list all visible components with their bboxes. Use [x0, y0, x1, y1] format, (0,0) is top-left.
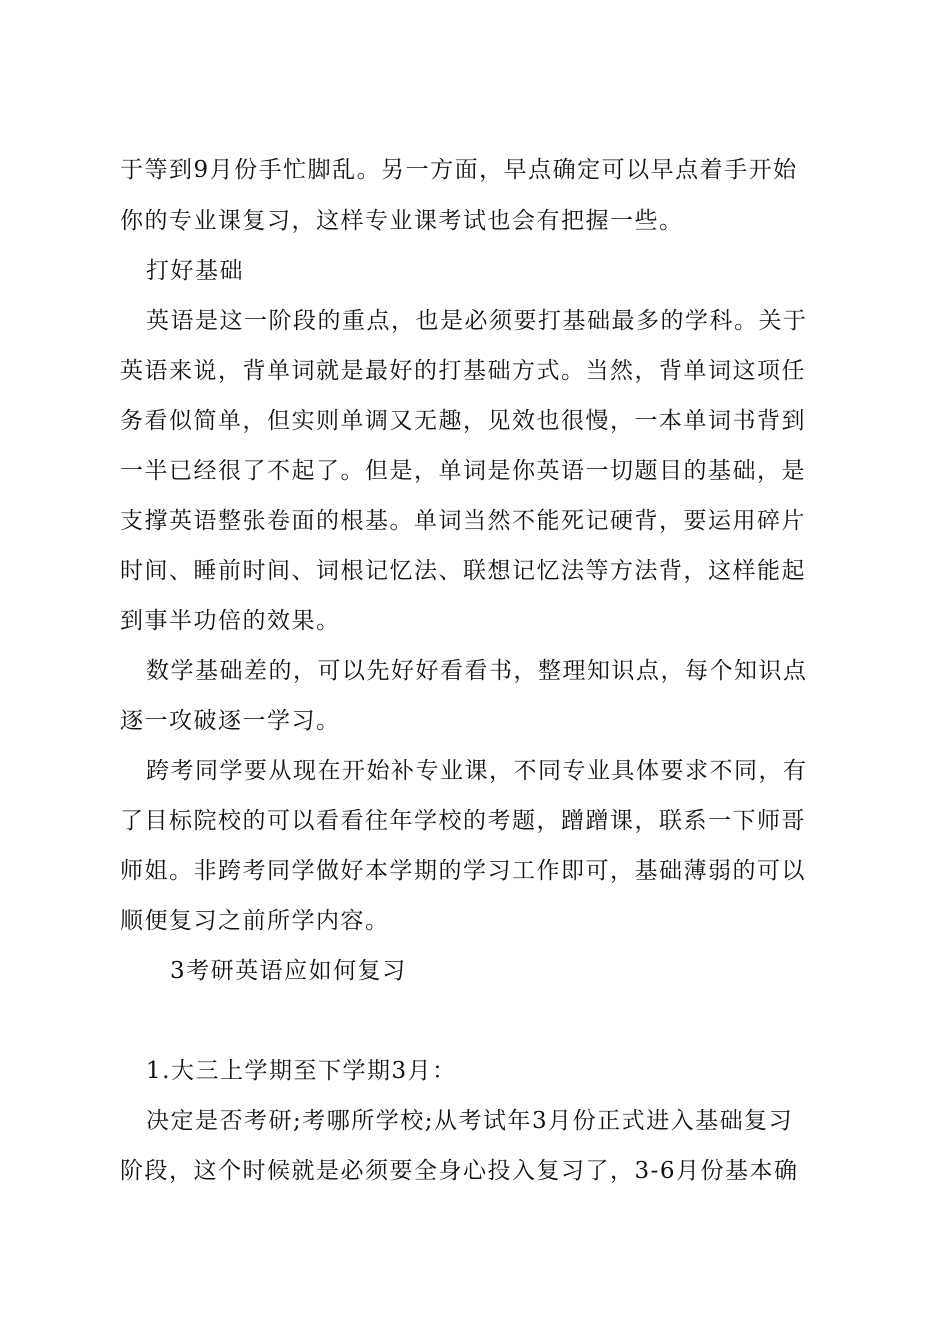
paragraph-line: 跨考同学要从现在开始补专业课，不同专业具体要求不同，有	[146, 758, 808, 784]
paragraph-line: 到事半功倍的效果。	[120, 608, 341, 634]
paragraph-line: 数学基础差的，可以先好好看看书，整理知识点，每个知识点	[146, 658, 808, 684]
paragraph-line: 时间、睡前时间、词根记忆法、联想记忆法等方法背，这样能起	[120, 558, 806, 584]
paragraph-line: 英语是这一阶段的重点，也是必须要打基础最多的学科。关于	[146, 308, 808, 334]
paragraph-line: 务看似简单，但实则单调又无趣，见效也很慢，一本单词书背到	[120, 408, 806, 434]
paragraph-line: 于等到9月份手忙脚乱。另一方面，早点确定可以早点着手开始	[120, 157, 798, 183]
paragraph-line: 师姐。非跨考同学做好本学期的学习工作即可，基础薄弱的可以	[120, 858, 806, 884]
paragraph-line: 阶段，这个时候就是必须要全身心投入复习了，3-6月份基本确	[120, 1158, 799, 1184]
paragraph-line: 逐一攻破逐一学习。	[120, 708, 341, 734]
paragraph-line: 一半已经很了不起了。但是，单词是你英语一切题目的基础，是	[120, 458, 806, 484]
paragraph-line: 你的专业课复习，这样专业课考试也会有把握一些。	[120, 208, 684, 234]
subsection-heading: 1.大三上学期至下学期3月：	[146, 1058, 457, 1084]
paragraph-line: 顺便复习之前所学内容。	[120, 908, 390, 934]
paragraph-line: 支撑英语整张卷面的根基。单词当然不能死记硬背，要运用碎片	[120, 508, 806, 534]
section-heading: 3考研英语应如何复习	[170, 958, 407, 984]
section-heading: 打好基础	[146, 258, 244, 284]
paragraph-line: 决定是否考研;考哪所学校;从考试年3月份正式进入基础复习	[146, 1108, 794, 1134]
paragraph-line: 英语来说，背单词就是最好的打基础方式。当然，背单词这项任	[120, 358, 806, 384]
paragraph-line: 了目标院校的可以看看往年学校的考题，蹭蹭课，联系一下师哥	[120, 808, 806, 834]
